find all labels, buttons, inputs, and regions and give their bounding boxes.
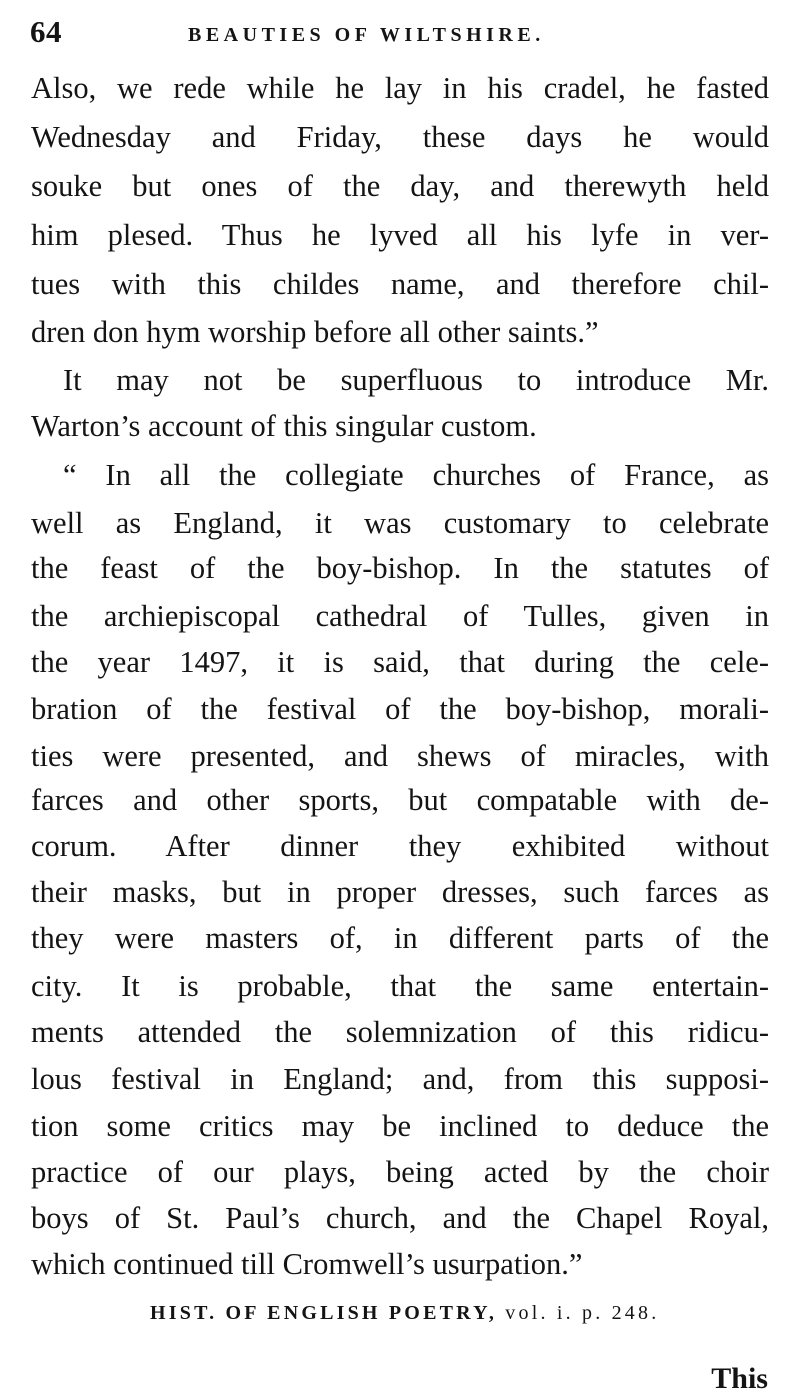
text-line: the feast of the boy-bishop. In the statutes of <box>31 551 769 585</box>
text-line: ties were presented, and shews of miracles, with <box>31 739 769 773</box>
text-line: tion some critics may be inclined to deduce the <box>31 1109 769 1143</box>
text-line: bration of the festival of the boy-bishop, morali- <box>31 692 769 726</box>
text-line: which continued till Cromwell’s usurpation.” <box>31 1247 583 1281</box>
text-line: souke but ones of the day, and therewyth held <box>31 169 769 203</box>
text-line: well as England, it was customary to celebrate <box>31 506 769 540</box>
catchword: This <box>711 1362 768 1395</box>
text-line: “ In all the collegiate churches of France, as <box>63 458 769 492</box>
source-citation <box>150 1302 659 1325</box>
text-line: their masks, but in proper dresses, such farces as <box>31 875 769 909</box>
text-line: ments attended the solemnization of this ridicu- <box>31 1015 769 1049</box>
text-line: boys of St. Paul’s church, and the Chapel Royal, <box>31 1201 769 1235</box>
text-line: city. It is probable, that the same entertain- <box>31 969 769 1003</box>
page-number: 64 <box>30 14 62 49</box>
text-line: the year 1497, it is said, that during the cele- <box>31 645 769 679</box>
text-line: It may not be superfluous to introduce Mr. <box>63 363 769 397</box>
text-line: the archiepiscopal cathedral of Tulles, given in <box>31 599 769 633</box>
text-line: farces and other sports, but compatable with de- <box>31 783 769 817</box>
citation-title: HIST. OF ENGLISH POETRY, <box>150 1302 498 1324</box>
text-line: lous festival in England; and, from this supposi- <box>31 1062 769 1096</box>
text-line: corum. After dinner they exhibited without <box>31 829 769 863</box>
text-line: Wednesday and Friday, these days he would <box>31 120 769 154</box>
text-line: practice of our plays, being acted by the choir <box>31 1155 769 1189</box>
text-line: Warton’s account of this singular custom. <box>31 409 537 443</box>
text-line: dren don hym worship before all other saints.” <box>31 315 599 349</box>
text-line: Also, we rede while he lay in his cradel, he fasted <box>31 71 769 105</box>
page-header <box>30 12 770 60</box>
running-title: BEAUTIES OF WILTSHIRE. <box>188 24 545 46</box>
text-line: they were masters of, in different parts of the <box>31 921 769 955</box>
text-line: him plesed. Thus he lyved all his lyfe in ver- <box>31 218 769 252</box>
citation-reference: vol. i. p. 248. <box>505 1302 660 1324</box>
text-line: tues with this childes name, and therefore chil- <box>31 267 769 301</box>
